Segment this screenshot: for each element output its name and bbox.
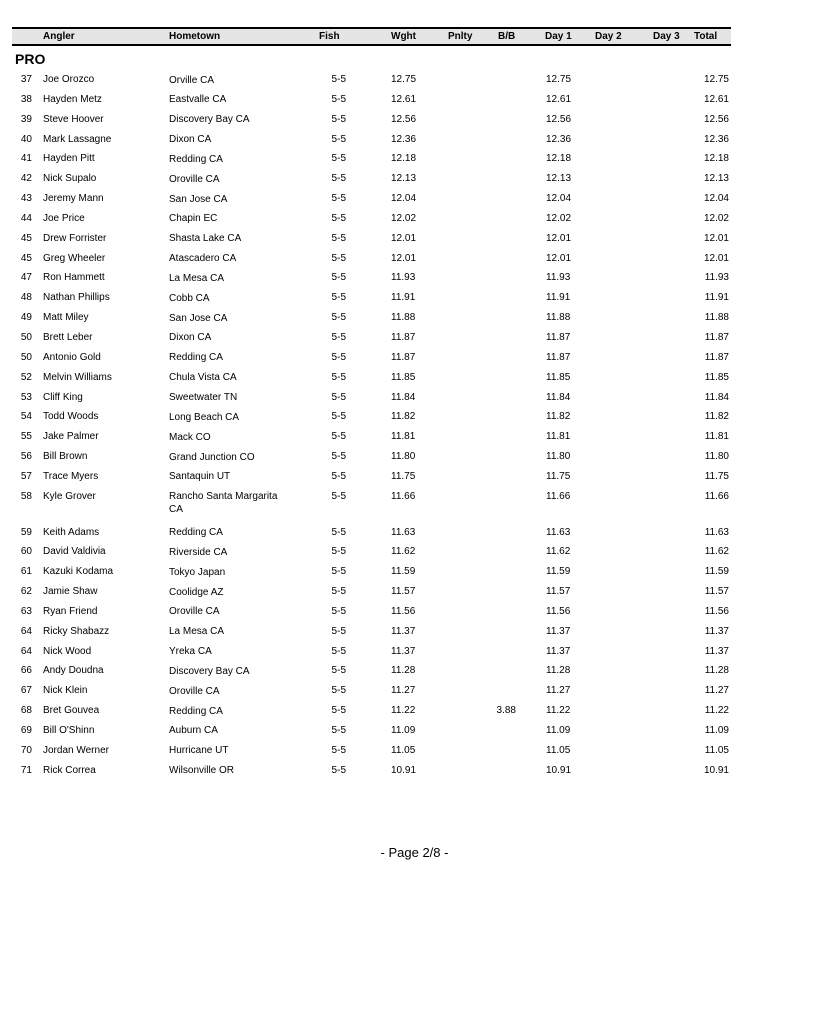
column-header-angler: Angler — [43, 31, 75, 42]
hometown-cell: Dixon CA — [169, 134, 212, 146]
total-cell: 11.09 — [704, 724, 729, 736]
hometown-cell: Sweetwater TN — [169, 392, 238, 403]
column-header-bb: B/B — [498, 31, 516, 42]
total-cell: 11.22 — [704, 705, 729, 717]
day1-cell: 11.87 — [546, 351, 571, 363]
rank-cell: 45 — [20, 232, 32, 244]
table-row — [0, 741, 829, 761]
table-row — [0, 388, 829, 408]
angler-cell: Nathan Phillips — [43, 292, 110, 304]
fish-cell: 5-5 — [331, 470, 346, 482]
hometown-cell: Hurricane UT — [169, 745, 229, 757]
fish-cell: 5-5 — [331, 252, 346, 264]
rank-cell: 37 — [20, 74, 32, 85]
angler-cell: Bret Gouvea — [43, 705, 100, 717]
weight-cell: 12.02 — [391, 212, 417, 224]
angler-cell: Nick Klein — [43, 685, 88, 697]
table-row — [0, 70, 829, 90]
weight-cell: 12.04 — [391, 193, 417, 205]
angler-cell: Cliff King — [43, 391, 83, 403]
total-cell: 11.66 — [704, 490, 729, 502]
table-row — [0, 661, 829, 681]
day1-cell: 11.57 — [546, 586, 571, 598]
total-cell: 11.84 — [704, 391, 729, 403]
fish-cell: 5-5 — [331, 232, 346, 244]
weight-cell: 12.75 — [391, 74, 417, 85]
total-cell: 11.87 — [704, 351, 729, 363]
fish-cell: 5-5 — [331, 272, 346, 284]
angler-cell: Rick Correa — [43, 764, 96, 776]
fish-cell: 5-5 — [331, 371, 346, 383]
total-cell: 12.61 — [703, 93, 729, 105]
total-cell: 10.91 — [703, 764, 729, 776]
total-cell: 11.28 — [704, 665, 729, 677]
table-row — [0, 209, 829, 229]
table-row — [0, 348, 829, 368]
fish-cell: 5-5 — [331, 685, 346, 697]
total-cell: 11.05 — [704, 744, 729, 756]
day1-cell: 11.84 — [546, 391, 571, 403]
weight-cell: 10.91 — [391, 764, 417, 776]
angler-cell: Kazuki Kodama — [43, 566, 114, 578]
day1-cell: 11.88 — [546, 312, 571, 324]
rank-cell: 70 — [20, 744, 32, 756]
fish-cell: 5-5 — [331, 764, 346, 776]
total-cell: 11.27 — [704, 685, 729, 697]
total-cell: 12.02 — [703, 212, 729, 224]
weight-cell: 11.59 — [391, 566, 416, 578]
total-cell: 12.18 — [703, 153, 729, 165]
column-header-day2: Day 2 — [595, 31, 622, 42]
hometown-cell: Chapin EC — [169, 213, 218, 225]
page-footer: - Page 2/8 - — [380, 845, 449, 860]
rank-cell: 71 — [20, 764, 32, 776]
rank-cell: 48 — [20, 292, 32, 304]
total-cell: 11.56 — [704, 605, 729, 617]
hometown-cell: Oroville CA — [169, 606, 220, 618]
hometown-cell: Redding CA — [169, 352, 223, 364]
rank-cell: 57 — [20, 470, 32, 482]
total-cell: 12.01 — [703, 232, 729, 244]
angler-cell: Trace Myers — [43, 470, 99, 482]
day1-cell: 11.09 — [546, 724, 571, 736]
weight-cell: 11.87 — [391, 331, 416, 343]
day1-cell: 11.37 — [546, 625, 571, 637]
table-row — [0, 149, 829, 169]
table-row — [0, 130, 829, 150]
angler-cell: Kyle Grover — [43, 490, 96, 502]
column-header-hometown: Hometown — [169, 31, 221, 42]
total-cell: 11.93 — [704, 272, 729, 284]
total-cell: 11.57 — [704, 586, 729, 598]
day1-cell: 11.81 — [546, 431, 571, 443]
total-cell: 12.56 — [703, 113, 729, 125]
total-cell: 12.04 — [703, 193, 729, 205]
day1-cell: 12.02 — [546, 212, 572, 224]
day1-cell: 11.28 — [546, 665, 571, 677]
column-header-wght: Wght — [391, 31, 416, 42]
hometown-cell: Cobb CA — [169, 292, 210, 304]
weight-cell: 11.27 — [391, 685, 416, 697]
day1-cell: 12.61 — [546, 93, 572, 105]
hometown-cell: Tokyo Japan — [169, 566, 226, 578]
total-cell: 11.81 — [704, 431, 729, 443]
day1-cell: 12.01 — [546, 232, 572, 244]
hometown-cell: San Jose CA — [169, 312, 228, 324]
total-cell: 11.37 — [704, 645, 729, 657]
column-header-day1: Day 1 — [545, 31, 572, 42]
fish-cell: 5-5 — [331, 93, 346, 105]
weight-cell: 11.85 — [391, 371, 416, 383]
table-row — [0, 582, 829, 602]
angler-cell: Jamie Shaw — [43, 586, 98, 598]
angler-cell: Bill O'Shinn — [43, 724, 95, 736]
rank-cell: 59 — [20, 526, 32, 538]
weight-cell: 11.66 — [391, 490, 416, 502]
day1-cell: 12.18 — [546, 153, 572, 165]
hometown-cell: Chula Vista CA — [169, 372, 237, 384]
table-row — [0, 447, 829, 467]
total-cell: 12.75 — [703, 74, 729, 85]
day1-cell: 12.13 — [546, 173, 572, 185]
total-cell: 11.91 — [704, 292, 729, 304]
angler-cell: Joe Price — [43, 212, 85, 224]
weight-cell: 12.13 — [391, 173, 417, 185]
rank-cell: 39 — [20, 113, 32, 125]
table-row — [0, 229, 829, 249]
table-row — [0, 562, 829, 582]
angler-cell: Ron Hammett — [43, 272, 105, 284]
fish-cell: 5-5 — [331, 153, 346, 165]
angler-cell: Ryan Friend — [43, 605, 98, 617]
angler-cell: Keith Adams — [43, 526, 100, 538]
fish-cell: 5-5 — [331, 133, 346, 145]
column-header-total: Total — [694, 31, 718, 42]
angler-cell: Andy Doudna — [43, 665, 104, 677]
angler-cell: Steve Hoover — [43, 113, 104, 125]
table-row — [0, 90, 829, 110]
table-row — [0, 523, 829, 543]
day1-cell: 11.80 — [546, 451, 571, 463]
table-row — [0, 642, 829, 662]
total-cell: 11.88 — [704, 312, 729, 324]
results-table — [0, 70, 829, 780]
rank-cell: 50 — [20, 351, 32, 363]
fish-cell: 5-5 — [331, 292, 346, 304]
fish-cell: 5-5 — [331, 312, 346, 324]
rank-cell: 60 — [20, 546, 32, 558]
day1-cell: 12.04 — [546, 193, 572, 205]
hometown-cell: Dixon CA — [169, 332, 212, 344]
rank-cell: 45 — [20, 252, 32, 264]
total-cell: 12.13 — [703, 173, 729, 185]
weight-cell: 11.93 — [391, 272, 416, 284]
rank-cell: 63 — [20, 605, 32, 617]
total-cell: 11.37 — [704, 625, 729, 637]
total-cell: 11.62 — [704, 546, 729, 558]
day1-cell: 11.22 — [546, 705, 571, 717]
fish-cell: 5-5 — [331, 212, 346, 224]
day1-cell: 11.63 — [546, 526, 571, 538]
fish-cell: 5-5 — [331, 744, 346, 756]
fish-cell: 5-5 — [331, 625, 346, 637]
fish-cell: 5-5 — [331, 173, 346, 185]
weight-cell: 12.01 — [391, 252, 417, 264]
day1-cell: 11.05 — [546, 744, 571, 756]
hometown-cell: Yreka CA — [169, 646, 212, 658]
weight-cell: 11.62 — [391, 546, 416, 558]
table-row — [0, 308, 829, 328]
hometown-cell: Redding CA — [169, 153, 223, 165]
fish-cell: 5-5 — [331, 546, 346, 558]
angler-cell: Nick Wood — [43, 645, 92, 657]
angler-cell: Hayden Pitt — [43, 153, 95, 165]
day1-cell: 12.01 — [546, 252, 572, 264]
total-cell: 11.59 — [704, 566, 729, 578]
rank-cell: 47 — [20, 272, 32, 284]
angler-cell: Drew Forrister — [43, 232, 107, 244]
table-row — [0, 110, 829, 130]
angler-cell: Matt Miley — [43, 312, 89, 324]
rank-cell: 56 — [20, 451, 32, 463]
weight-cell: 11.28 — [391, 665, 416, 677]
day1-cell: 11.91 — [546, 292, 571, 304]
rank-cell: 44 — [20, 212, 32, 224]
fish-cell: 5-5 — [331, 351, 346, 363]
rank-cell: 53 — [20, 391, 32, 403]
total-cell: 11.63 — [704, 526, 729, 538]
hometown-cell: Eastvalle CA — [169, 94, 227, 106]
hometown-cell: Wilsonville OR — [169, 765, 235, 777]
rank-cell: 50 — [20, 331, 32, 343]
column-header-day3: Day 3 — [653, 31, 680, 42]
table-row — [0, 701, 829, 721]
angler-cell: Mark Lassagne — [43, 133, 112, 145]
table-row — [0, 721, 829, 741]
hometown-cell: Orville CA — [169, 74, 215, 86]
fish-cell: 5-5 — [331, 331, 346, 343]
hometown-cell: San Jose CA — [169, 193, 228, 205]
table-row — [0, 407, 829, 427]
day1-cell: 12.36 — [546, 133, 572, 145]
fish-cell: 5-5 — [331, 665, 346, 677]
table-row — [0, 622, 829, 642]
rank-cell: 64 — [20, 625, 32, 637]
rank-cell: 52 — [20, 371, 32, 383]
table-row — [0, 368, 829, 388]
rank-cell: 66 — [20, 665, 32, 677]
weight-cell: 11.56 — [391, 605, 416, 617]
table-row — [0, 681, 829, 701]
big-bass-cell: 3.88 — [496, 705, 516, 717]
weight-cell: 11.88 — [391, 312, 416, 324]
hometown-cell: Auburn CA — [169, 725, 218, 737]
weight-cell: 11.37 — [391, 625, 416, 637]
hometown-cell: Oroville CA — [169, 685, 220, 697]
weight-cell: 11.82 — [391, 411, 416, 423]
weight-cell: 12.36 — [391, 133, 417, 145]
day1-cell: 11.62 — [546, 546, 571, 558]
weight-cell: 11.87 — [391, 351, 416, 363]
fish-cell: 5-5 — [331, 705, 346, 717]
angler-cell: Jeremy Mann — [43, 193, 104, 205]
total-cell: 11.75 — [704, 470, 729, 482]
fish-cell: 5-5 — [331, 605, 346, 617]
column-header-pnlty: Pnlty — [448, 31, 473, 42]
angler-cell: Greg Wheeler — [43, 252, 106, 264]
day1-cell: 11.87 — [546, 331, 571, 343]
hometown-cell: Rancho Santa Margarita CA — [169, 491, 278, 516]
rank-cell: 55 — [20, 431, 32, 443]
rank-cell: 67 — [20, 685, 32, 697]
total-cell: 11.87 — [704, 331, 729, 343]
table-row — [0, 169, 829, 189]
total-cell: 12.36 — [703, 133, 729, 145]
day1-cell: 12.56 — [546, 113, 572, 125]
angler-cell: Melvin Williams — [43, 371, 112, 383]
weight-cell: 12.01 — [391, 232, 417, 244]
table-row — [0, 268, 829, 288]
fish-cell: 5-5 — [331, 586, 346, 598]
hometown-cell: Riverside CA — [169, 546, 228, 558]
hometown-cell: Santaquin UT — [169, 471, 231, 483]
fish-cell: 5-5 — [331, 74, 346, 85]
rank-cell: 40 — [20, 133, 32, 145]
total-cell: 11.80 — [704, 451, 729, 463]
angler-cell: Joe Orozco — [43, 74, 95, 85]
weight-cell: 11.63 — [391, 526, 416, 538]
table-row — [0, 542, 829, 562]
total-cell: 11.82 — [704, 411, 729, 423]
weight-cell: 11.81 — [391, 431, 416, 443]
table-row — [0, 249, 829, 269]
table-row — [0, 602, 829, 622]
rank-cell: 41 — [20, 153, 32, 165]
day1-cell: 11.56 — [546, 605, 571, 617]
day1-cell: 11.59 — [546, 566, 571, 578]
angler-cell: Bill Brown — [43, 451, 88, 463]
fish-cell: 5-5 — [331, 724, 346, 736]
day1-cell: 11.93 — [546, 272, 571, 284]
table-row — [0, 487, 829, 523]
weight-cell: 11.57 — [391, 586, 416, 598]
weight-cell: 11.84 — [391, 391, 416, 403]
angler-cell: Jake Palmer — [43, 431, 99, 443]
rank-cell: 49 — [20, 312, 32, 324]
rank-cell: 69 — [20, 724, 32, 736]
hometown-cell: Redding CA — [169, 527, 223, 539]
hometown-cell: La Mesa CA — [169, 272, 225, 284]
day1-cell: 11.27 — [546, 685, 571, 697]
angler-cell: Antonio Gold — [43, 351, 101, 363]
angler-cell: David Valdivia — [43, 546, 106, 558]
weight-cell: 11.91 — [391, 292, 416, 304]
day1-cell: 11.85 — [546, 371, 571, 383]
table-header — [12, 27, 731, 46]
rank-cell: 54 — [20, 411, 32, 423]
table-row — [0, 328, 829, 348]
hometown-cell: Discovery Bay CA — [169, 114, 250, 126]
rank-cell: 61 — [20, 566, 32, 578]
hometown-cell: Oroville CA — [169, 173, 220, 185]
weight-cell: 11.37 — [391, 645, 416, 657]
hometown-cell: Redding CA — [169, 705, 223, 717]
rank-cell: 64 — [20, 645, 32, 657]
day1-cell: 11.75 — [546, 470, 571, 482]
hometown-cell: Grand Junction CO — [169, 451, 255, 463]
weight-cell: 12.61 — [391, 93, 417, 105]
fish-cell: 5-5 — [331, 566, 346, 578]
weight-cell: 11.75 — [391, 470, 416, 482]
hometown-cell: Mack CO — [169, 431, 211, 443]
rank-cell: 43 — [20, 193, 32, 205]
angler-cell: Hayden Metz — [43, 93, 102, 105]
fish-cell: 5-5 — [331, 490, 346, 502]
hometown-cell: Atascadero CA — [169, 253, 237, 265]
rank-cell: 38 — [20, 93, 32, 105]
fish-cell: 5-5 — [331, 431, 346, 443]
total-cell: 11.85 — [704, 371, 729, 383]
hometown-cell: Discovery Bay CA — [169, 665, 250, 677]
day1-cell: 11.66 — [546, 490, 571, 502]
rank-cell: 62 — [20, 586, 32, 598]
weight-cell: 11.22 — [391, 705, 416, 717]
angler-cell: Brett Leber — [43, 331, 93, 343]
section-title: PRO — [15, 51, 46, 67]
hometown-cell: La Mesa CA — [169, 626, 225, 638]
table-row — [0, 189, 829, 209]
day1-cell: 11.82 — [546, 411, 571, 423]
table-row — [0, 427, 829, 447]
fish-cell: 5-5 — [331, 451, 346, 463]
rank-cell: 58 — [20, 490, 32, 502]
day1-cell: 12.75 — [546, 74, 572, 85]
fish-cell: 5-5 — [331, 193, 346, 205]
angler-cell: Ricky Shabazz — [43, 625, 110, 637]
rank-cell: 68 — [20, 705, 32, 717]
hometown-cell: Long Beach CA — [169, 411, 240, 423]
angler-cell: Todd Woods — [43, 411, 99, 423]
fish-cell: 5-5 — [331, 113, 346, 125]
day1-cell: 11.37 — [546, 645, 571, 657]
fish-cell: 5-5 — [331, 526, 346, 538]
fish-cell: 5-5 — [331, 391, 346, 403]
angler-cell: Nick Supalo — [43, 173, 97, 185]
table-row — [0, 467, 829, 487]
total-cell: 12.01 — [703, 252, 729, 264]
column-header-fish: Fish — [319, 31, 340, 42]
hometown-cell: Shasta Lake CA — [169, 233, 242, 245]
day1-cell: 10.91 — [546, 764, 572, 776]
hometown-cell: Coolidge AZ — [169, 586, 224, 598]
weight-cell: 11.09 — [391, 724, 416, 736]
rank-cell: 42 — [20, 173, 32, 185]
angler-cell: Jordan Werner — [43, 744, 109, 756]
weight-cell: 11.05 — [391, 744, 416, 756]
table-row — [0, 761, 829, 781]
fish-cell: 5-5 — [331, 411, 346, 423]
weight-cell: 12.56 — [391, 113, 417, 125]
weight-cell: 12.18 — [391, 153, 417, 165]
weight-cell: 11.80 — [391, 451, 416, 463]
table-row — [0, 288, 829, 308]
fish-cell: 5-5 — [331, 645, 346, 657]
